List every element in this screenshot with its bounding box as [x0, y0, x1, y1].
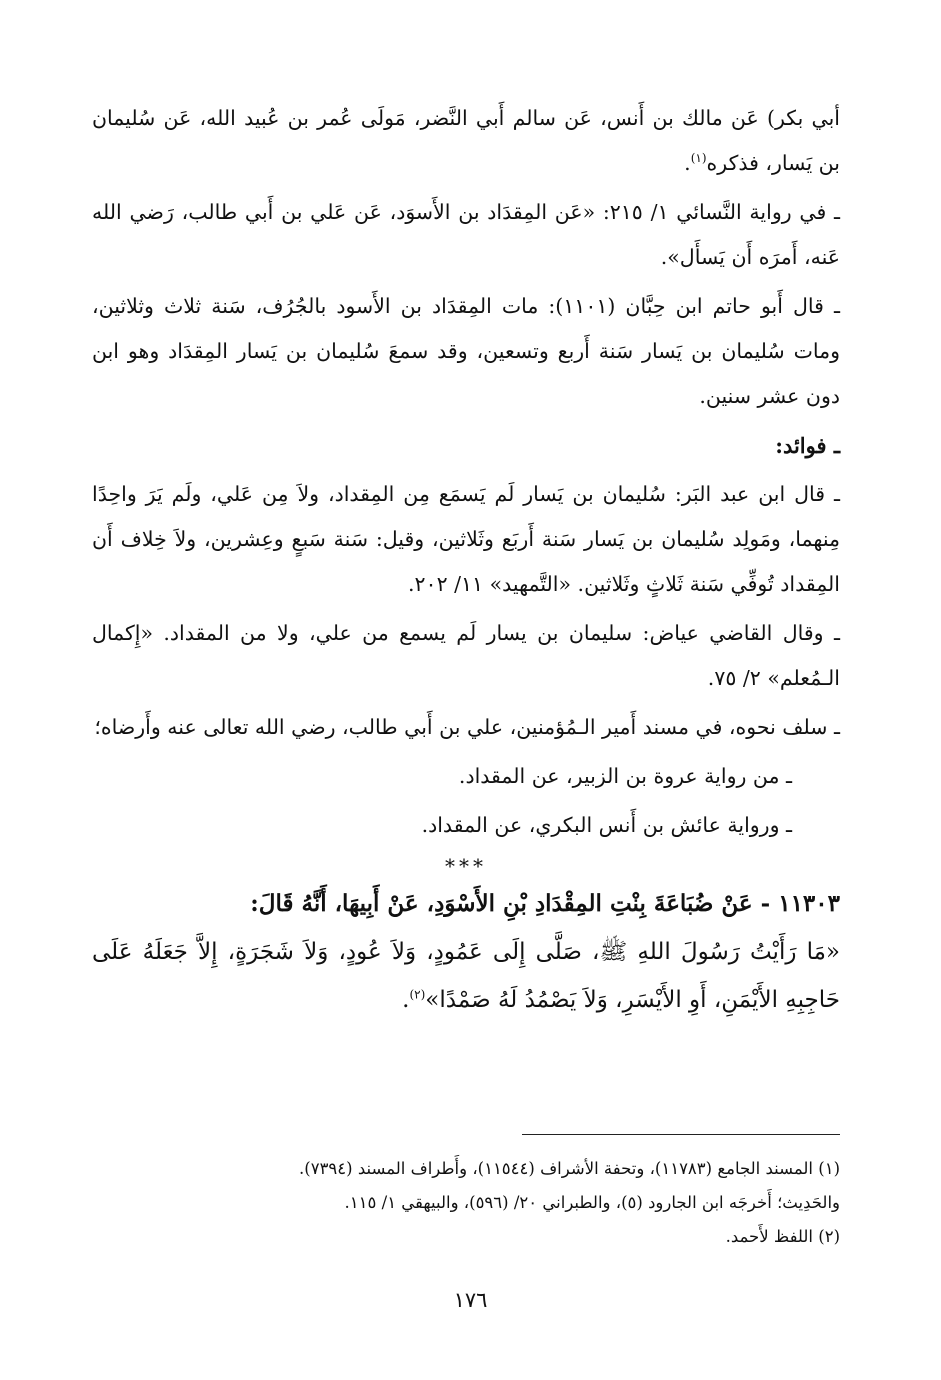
hadith-heading: ١١٣٠٣ - عَنْ ضُبَاعَةَ بِنْتِ المِقْدَادِ بْنِ الأَسْوَدِ، عَنْ أَبِيهَا، أَنَّهُ قَالَ:: [250, 890, 840, 917]
benefits-heading: ـ فوائد:: [775, 433, 840, 458]
footnote-marker-2[interactable]: (٢): [409, 987, 426, 1002]
footnote-2: (٢) اللفظ لأَحمد.: [725, 1227, 840, 1246]
benefit-qadi-iyad: ـ وقال القاضي عياض: سليمان بن يسار لَم يسمع من علي، ولا من المقداد. «إِكمال الـمُعلم» ٢/ ٧٥.: [92, 621, 840, 690]
sub-item-urwa: ـ من رواية عروة بن الزبير، عن المقداد.: [458, 764, 792, 788]
benefit-musnad-ali: ـ سلف نحوه، في مسند أَمير الـمُؤمنين، علي بن أَبي طالب، رضي الله تعالى عنه وأَرضاه؛: [94, 715, 840, 739]
footnote-divider: [522, 1134, 840, 1135]
footnotes: [92, 1152, 840, 1254]
paragraph-nasai: ـ في رواية النَّسائي ١/ ٢١٥: «عَن المِقدَاد بن الأَسوَد، عَن عَلي بن أَبي طالب، رَضي الله عَنه، أَمرَه أَن يَسأَل».: [92, 200, 840, 269]
section-separator: ***: [445, 854, 487, 878]
footnote-1: (١) المسند الجامع (١١٧٨٣)، وتحفة الأشراف (١١٥٤٤)، وأَطراف المسند (٧٣٩٤).: [299, 1159, 840, 1178]
page-body: [92, 96, 840, 1346]
footnote-1-continued: والحَدِيث؛ أَخرجَه ابن الجارود (٥)، والطبراني ٢٠/ (٥٩٦)، والبيهقي ١/ ١١٥.: [344, 1193, 840, 1212]
page-number: ١٧٦: [453, 1288, 488, 1312]
sub-item-aish: ـ ورواية عائش بن أَنس البكري، عن المقداد.: [421, 813, 792, 837]
benefit-ibn-abd-albarr: ـ قال ابن عبد البَر: سُليمان بن يَسار لَم يَسمَع مِن المِقداد، ولاَ مِن عَلي، ولَم يَرَ واحِدًا مِنهما، ومَولِد سُليمان بن يَسار سَنة أَربَع وثَلاثين، وقيل: سَنة سَبعٍ وعِشرين، ولاَ خِلاف أَن المِقداد تُوفِّي سَنة ثَلاثٍ وثَلاثين. «التَّمهيد» ١١/ ٢٠٢.: [92, 482, 840, 596]
hadith-text: «مَا رَأَيْتُ رَسُولَ اللهِ ﷺ، صَلَّى إِلَى عَمُودٍ، وَلاَ عُودٍ، وَلاَ شَجَرَةٍ، إِلاَّ جَعَلَهُ عَلَى حَاجِبِهِ الأَيْمَنِ، أَوِ الأَيْسَرِ، وَلاَ يَصْمُدُ لَهُ صَمْدًا»$^{(٢)}$.: [92, 939, 840, 1013]
paragraph-intro: أبي بكر) عَن مالك بن أَنس، عَن سالم أَبي النَّضر، مَولَى عُمر بن عُبيد الله، عَن سُليمان بن يَسار، فذكره$^{(١)}$.: [92, 106, 840, 175]
footnote-marker-1[interactable]: (١): [690, 151, 707, 166]
paragraph-ibn-hibban: ـ قال أَبو حاتم ابن حِبَّان (١١٠١): مات المِقدَاد بن الأَسود بالجُرُف، سَنة ثلاث وثلاثين، ومات سُليمان بن يَسار سَنة أَربع وتسعين، وقد سمعَ سُليمان بن يَسار المِقدَاد وهو ابن دون عشر سنين.: [92, 294, 840, 408]
